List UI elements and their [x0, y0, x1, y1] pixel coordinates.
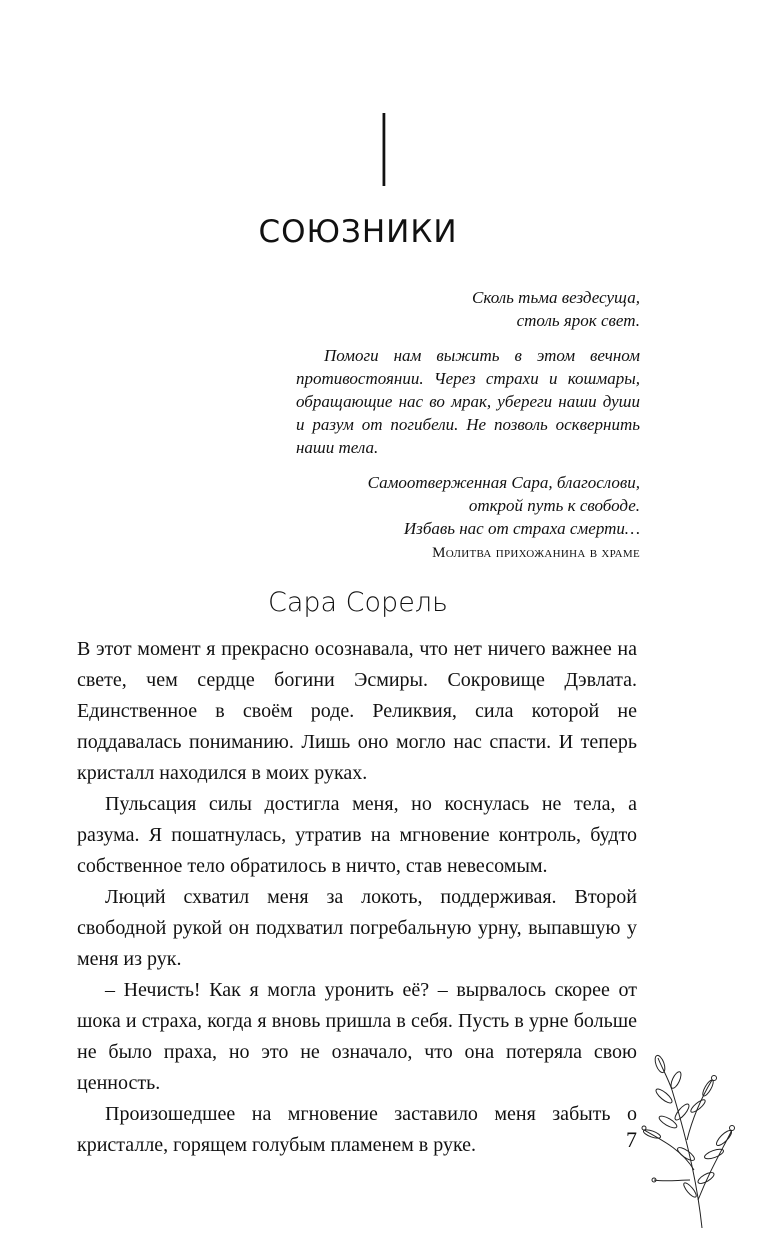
paragraph: Произошедшее на мгновение заставило меня забыть о кристалле, горящем голубым пламенем в руке. [77, 1103, 637, 1156]
body-text [77, 634, 637, 1161]
epigraph-prayer: Помоги нам выжить в этом вечном противостоянии. Через страхи и кошмары, обращающие нас во мрак, убереги наши души и разум от погибели. Не позволь осквернить наши тела. [296, 346, 640, 457]
epigraph-opening: Сколь тьма вездесуща, столь ярок свет. [472, 288, 640, 330]
epigraph-source: Молитва прихожанина в храме [432, 545, 640, 561]
paragraph: Пульсация силы достигла меня, но коснулась не тела, а разума. Я пошатнулась, утратив на мгновение контроль, будто собственное тело обратилось в ничто, став невесомым. [77, 793, 637, 877]
paragraph: Люций схватил меня за локоть, поддерживая. Второй свободной рукой он подхватил погребальную урну, выпавшую у меня из рук. [77, 886, 637, 970]
floral-ornament-icon [632, 1050, 742, 1230]
page-number: 7 [626, 1127, 637, 1152]
chapter-title: Сара Сорель [268, 587, 448, 618]
epigraph [296, 286, 640, 565]
part-title: СОЮЗНИКИ [258, 214, 458, 250]
paragraph: – Нечисть! Как я могла уронить её? – вырвалось скорее от шока и страха, когда я вновь пришла в себя. Пусть в урне больше не было праха, но это не означало, что она потеряла свою ценность. [77, 979, 637, 1094]
part-numeral: I [375, 93, 393, 210]
epigraph-closing: Самоотверженная Сара, благослови, открой путь к свободе. Избавь нас от страха смерти… [367, 473, 640, 538]
paragraph: В этот момент я прекрасно осознавала, что нет ничего важнее на свете, чем сердце богини Эсмиры. Сокровище Дэвлата. Единственное в своём роде. Реликвия, сила которой не поддавалась пониманию. Лишь оно могло нас спасти. И теперь кристалл находился в моих руках. [77, 638, 637, 784]
